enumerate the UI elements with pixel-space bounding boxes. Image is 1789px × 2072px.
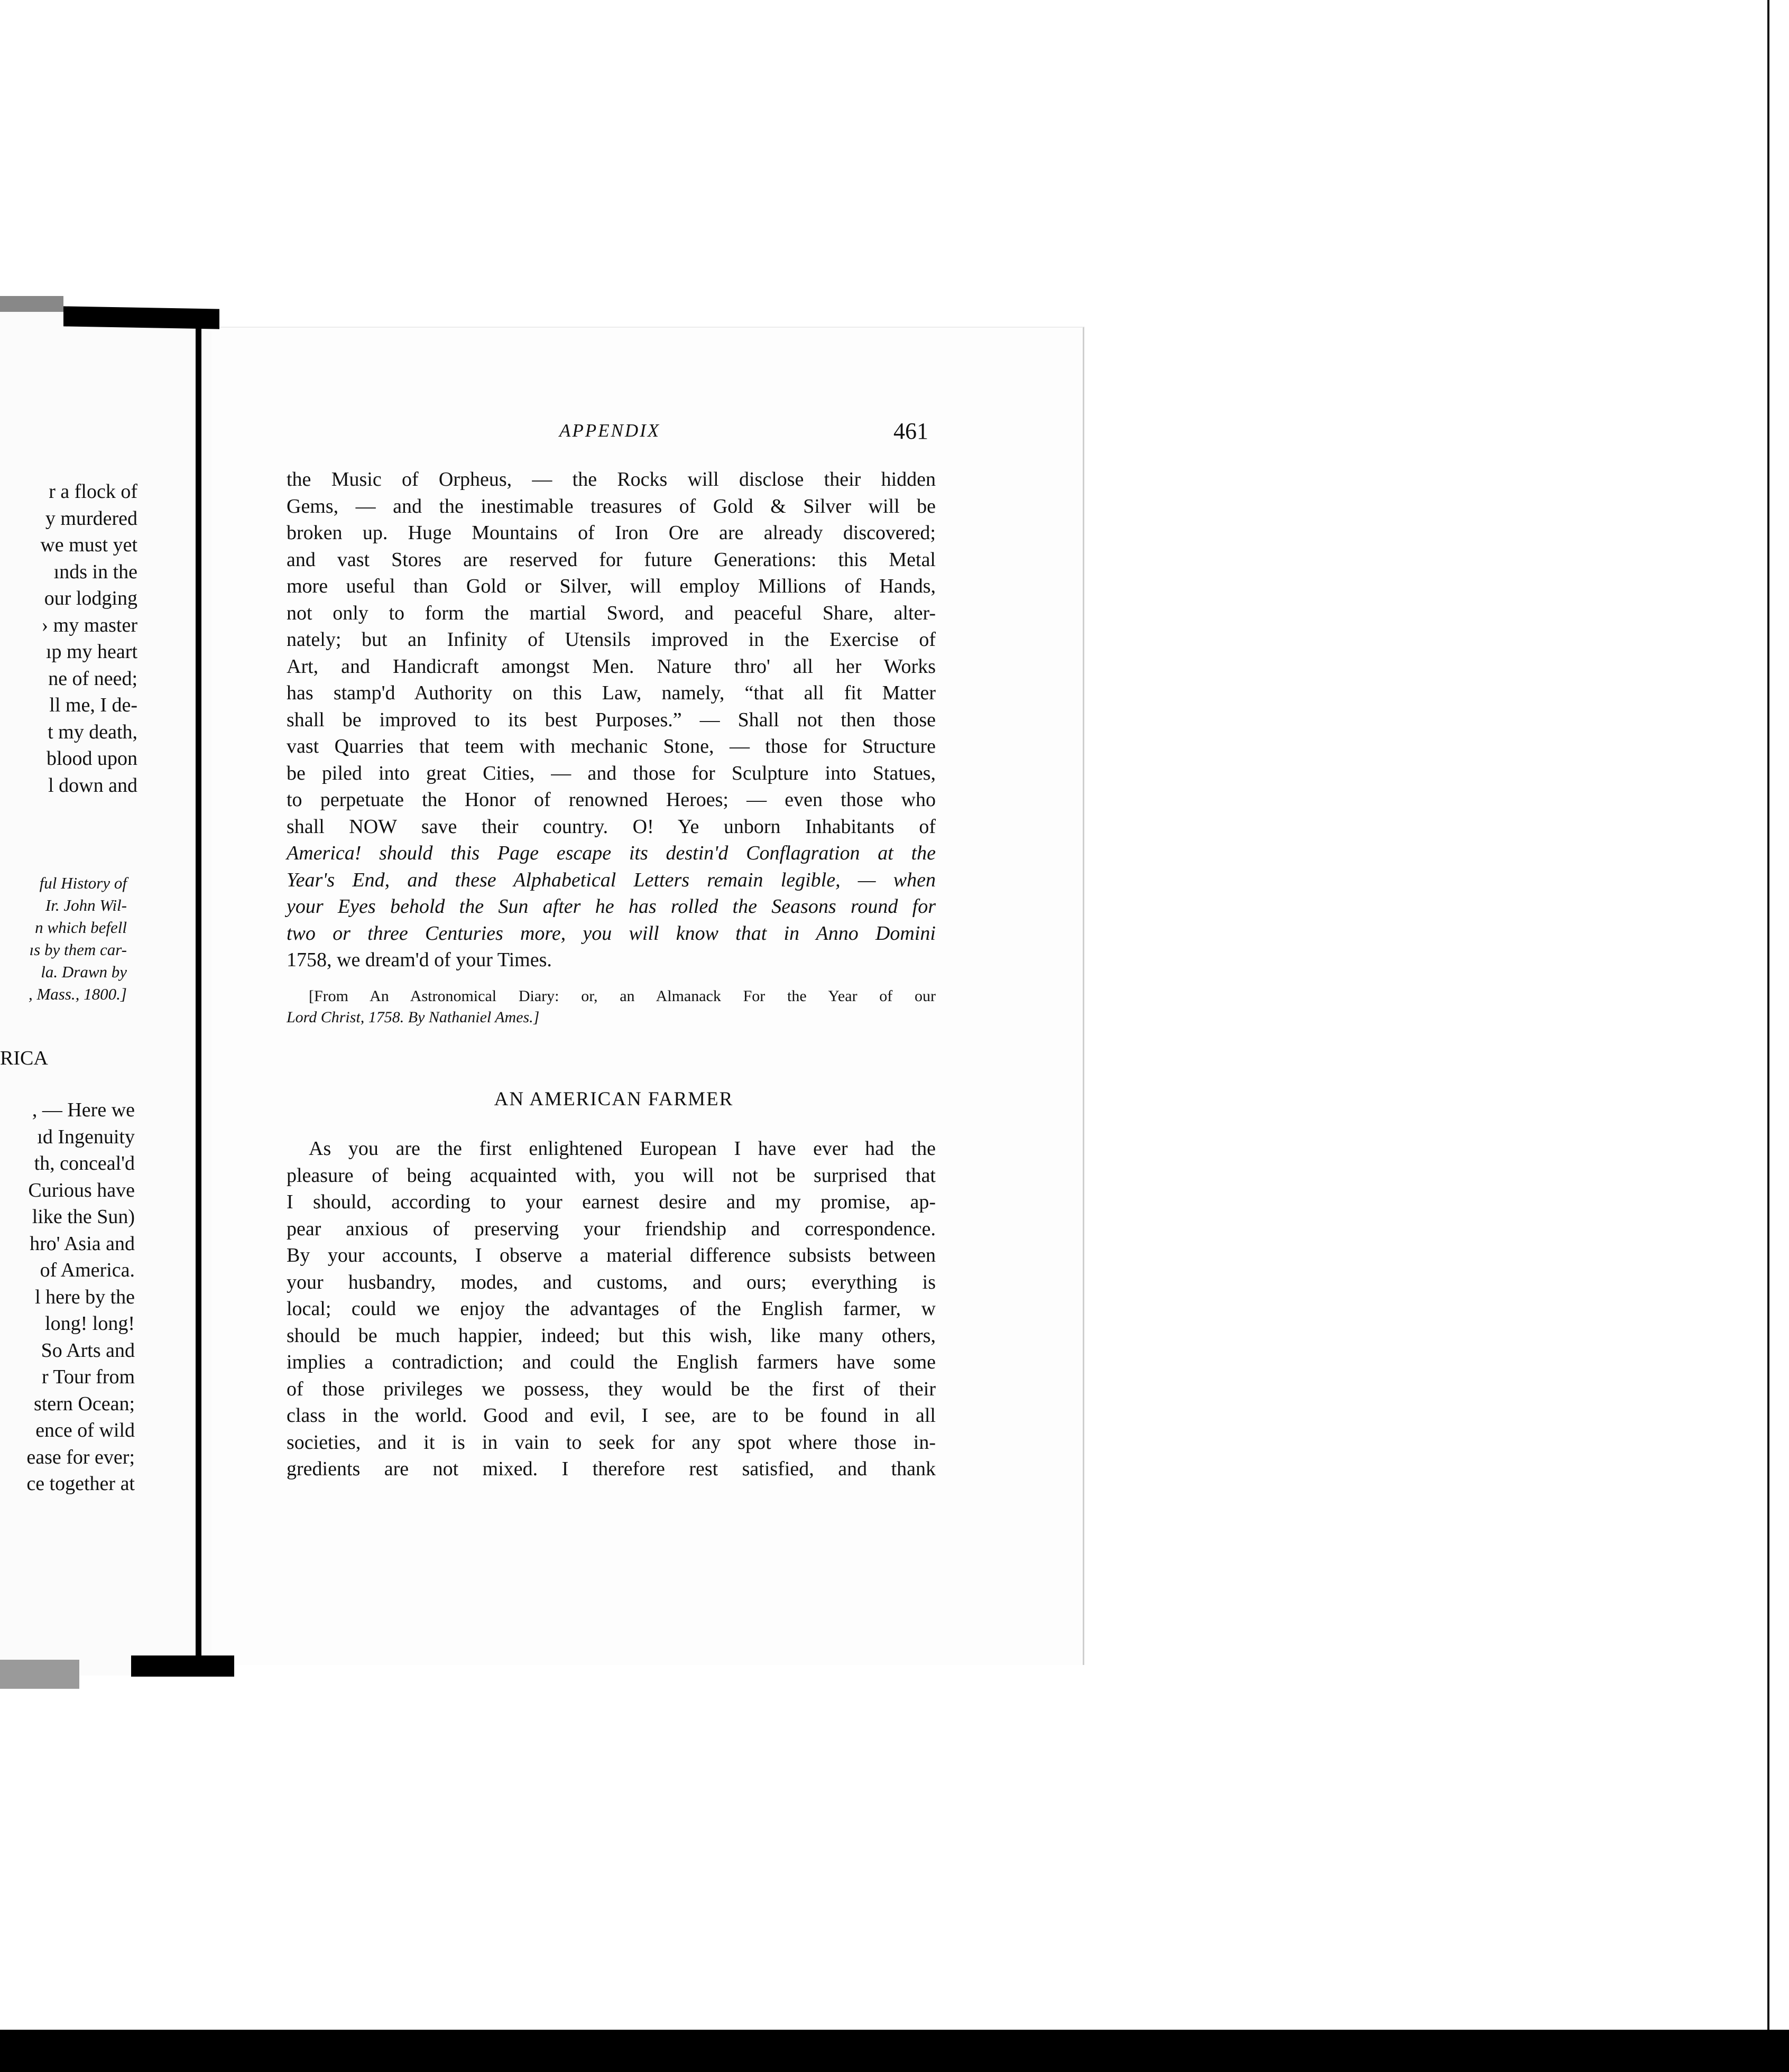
text-line: ıd Ingenuity [37, 1125, 135, 1148]
text-line: blood upon [46, 747, 137, 770]
source-citation [287, 986, 936, 1028]
text-line: has stamp'd Authority on this Law, namely, “that all fit Matter [287, 682, 936, 704]
left-page-heading: RICA [0, 1047, 48, 1069]
text-line: hro' Asia and [30, 1232, 135, 1255]
scan-bottom-band [0, 2030, 1789, 2072]
text-line: our lodging [44, 587, 137, 609]
text-line: r Tour from [41, 1366, 135, 1388]
citation-line: [From An Astronomical Diary: or, an Almanack For the Year of our [309, 987, 936, 1005]
text-line: should be much happier, indeed; but this wish, like many others, [287, 1324, 936, 1347]
text-line: your husbandry, modes, and customs, and ours; everything is [287, 1271, 936, 1293]
text-line: y murdered [45, 507, 137, 530]
text-line: your Eyes behold the Sun after he has rolled the Seasons round for [287, 895, 936, 918]
text-line: l here by the [35, 1285, 135, 1308]
citation-line: n which befell [35, 918, 127, 937]
text-line: By your accounts, I observe a material difference subsists between [287, 1244, 936, 1266]
citation-line: Lord Christ, 1758. By Nathaniel Ames.] [287, 1009, 540, 1026]
text-line: nately; but an Infinity of Utensils improved in the Exercise of [287, 628, 936, 651]
text-line: two or three Centuries more, you will know that in Anno Domini [287, 922, 936, 945]
left-page-shadow-bottom [0, 1660, 79, 1689]
left-page-citation [0, 872, 127, 1005]
citation-line: la. Drawn by [41, 963, 127, 981]
text-line: and vast Stores are reserved for future Generations: this Metal [287, 548, 936, 571]
text-line: I should, according to your earnest desire and my promise, ap- [287, 1191, 936, 1213]
text-line: As you are the first enlightened European I have ever had the [309, 1137, 936, 1160]
text-line: ll me, I de- [49, 694, 137, 716]
text-line: societies, and it is in vain to seek for any spot where those in- [287, 1431, 936, 1454]
text-line: Year's End, and these Alphabetical Letters remain legible, — when [287, 868, 936, 891]
binding-edge [196, 317, 201, 1670]
text-line: ıp my heart [45, 641, 137, 663]
text-line: we must yet [40, 534, 137, 556]
text-line: ınds in the [53, 560, 137, 583]
scan-edge-line [1767, 0, 1769, 2030]
text-line: ce together at [26, 1473, 135, 1495]
text-line: l down and [48, 774, 137, 797]
text-line: , — Here we [32, 1099, 135, 1121]
text-line: pleasure of being acquainted with, you will not be surprised that [287, 1164, 936, 1187]
text-line: shall NOW save their country. O! Ye unborn Inhabitants of [287, 815, 936, 838]
ames-passage [287, 466, 936, 974]
running-head: APPENDIX [559, 420, 661, 441]
text-line: be piled into great Cities, — and those for Sculpture into Statues, [287, 762, 936, 784]
text-line: ease for ever; [26, 1446, 135, 1468]
text-line: ne of need; [48, 667, 137, 690]
left-page-text [0, 478, 137, 799]
text-line: pear anxious of preserving your friendship and correspondence. [287, 1217, 936, 1240]
text-line: more useful than Gold or Silver, will employ Millions of Hands, [287, 575, 936, 597]
text-line: 1758, we dream'd of your Times. [287, 949, 552, 971]
farmer-passage [287, 1135, 936, 1483]
citation-line: ful History of [39, 874, 127, 892]
text-line: like the Sun) [32, 1206, 135, 1228]
page-number: 461 [893, 418, 928, 444]
text-line: stern Ocean; [34, 1392, 135, 1415]
clamp-bottom [131, 1655, 234, 1677]
text-line: to perpetuate the Honor of renowned Heroes; — even those who [287, 789, 936, 811]
text-line: the Music of Orpheus, — the Rocks will disclose their hidden [287, 468, 936, 491]
text-line: of those privileges we possess, they would be the first of their [287, 1377, 936, 1400]
text-line: broken up. Huge Mountains of Iron Ore are already discovered; [287, 522, 936, 544]
text-line: › my master [41, 614, 137, 636]
text-line: implies a contradiction; and could the English farmers have some [287, 1351, 936, 1373]
left-page-text-2 [0, 1097, 135, 1497]
text-line: So Arts and [41, 1339, 135, 1362]
text-line: vast Quarries that teem with mechanic Stone, — those for Structure [287, 735, 936, 757]
text-line: th, conceal'd [34, 1152, 135, 1174]
citation-line: ıs by them car- [29, 940, 127, 959]
section-title: AN AMERICAN FARMER [494, 1088, 734, 1110]
text-line: r a flock of [49, 480, 137, 503]
text-line: ence of wild [35, 1419, 135, 1441]
text-line: class in the world. Good and evil, I see, are to be found in all [287, 1404, 936, 1427]
text-line: Gems, — and the inestimable treasures of Gold & Silver will be [287, 495, 936, 517]
text-line: Curious have [28, 1179, 135, 1201]
clamp-top [63, 306, 219, 329]
text-line: gredients are not mixed. I therefore rest satisfied, and thank [287, 1458, 936, 1480]
text-line: of America. [40, 1259, 135, 1281]
text-line: America! should this Page escape its destin'd Conflagration at the [287, 842, 936, 864]
citation-line: Ir. John Wil- [45, 896, 127, 914]
citation-line: , Mass., 1800.] [28, 985, 127, 1003]
text-line: t my death, [48, 720, 137, 743]
text-line: local; could we enjoy the advantages of the English farmer, w [287, 1298, 936, 1320]
text-line: shall be improved to its best Purposes.” — Shall not then those [287, 708, 936, 731]
text-line: not only to form the martial Sword, and peaceful Share, alter- [287, 602, 936, 624]
text-line: Art, and Handicraft amongst Men. Nature thro' all her Works [287, 655, 936, 678]
text-line: long! long! [45, 1312, 135, 1335]
